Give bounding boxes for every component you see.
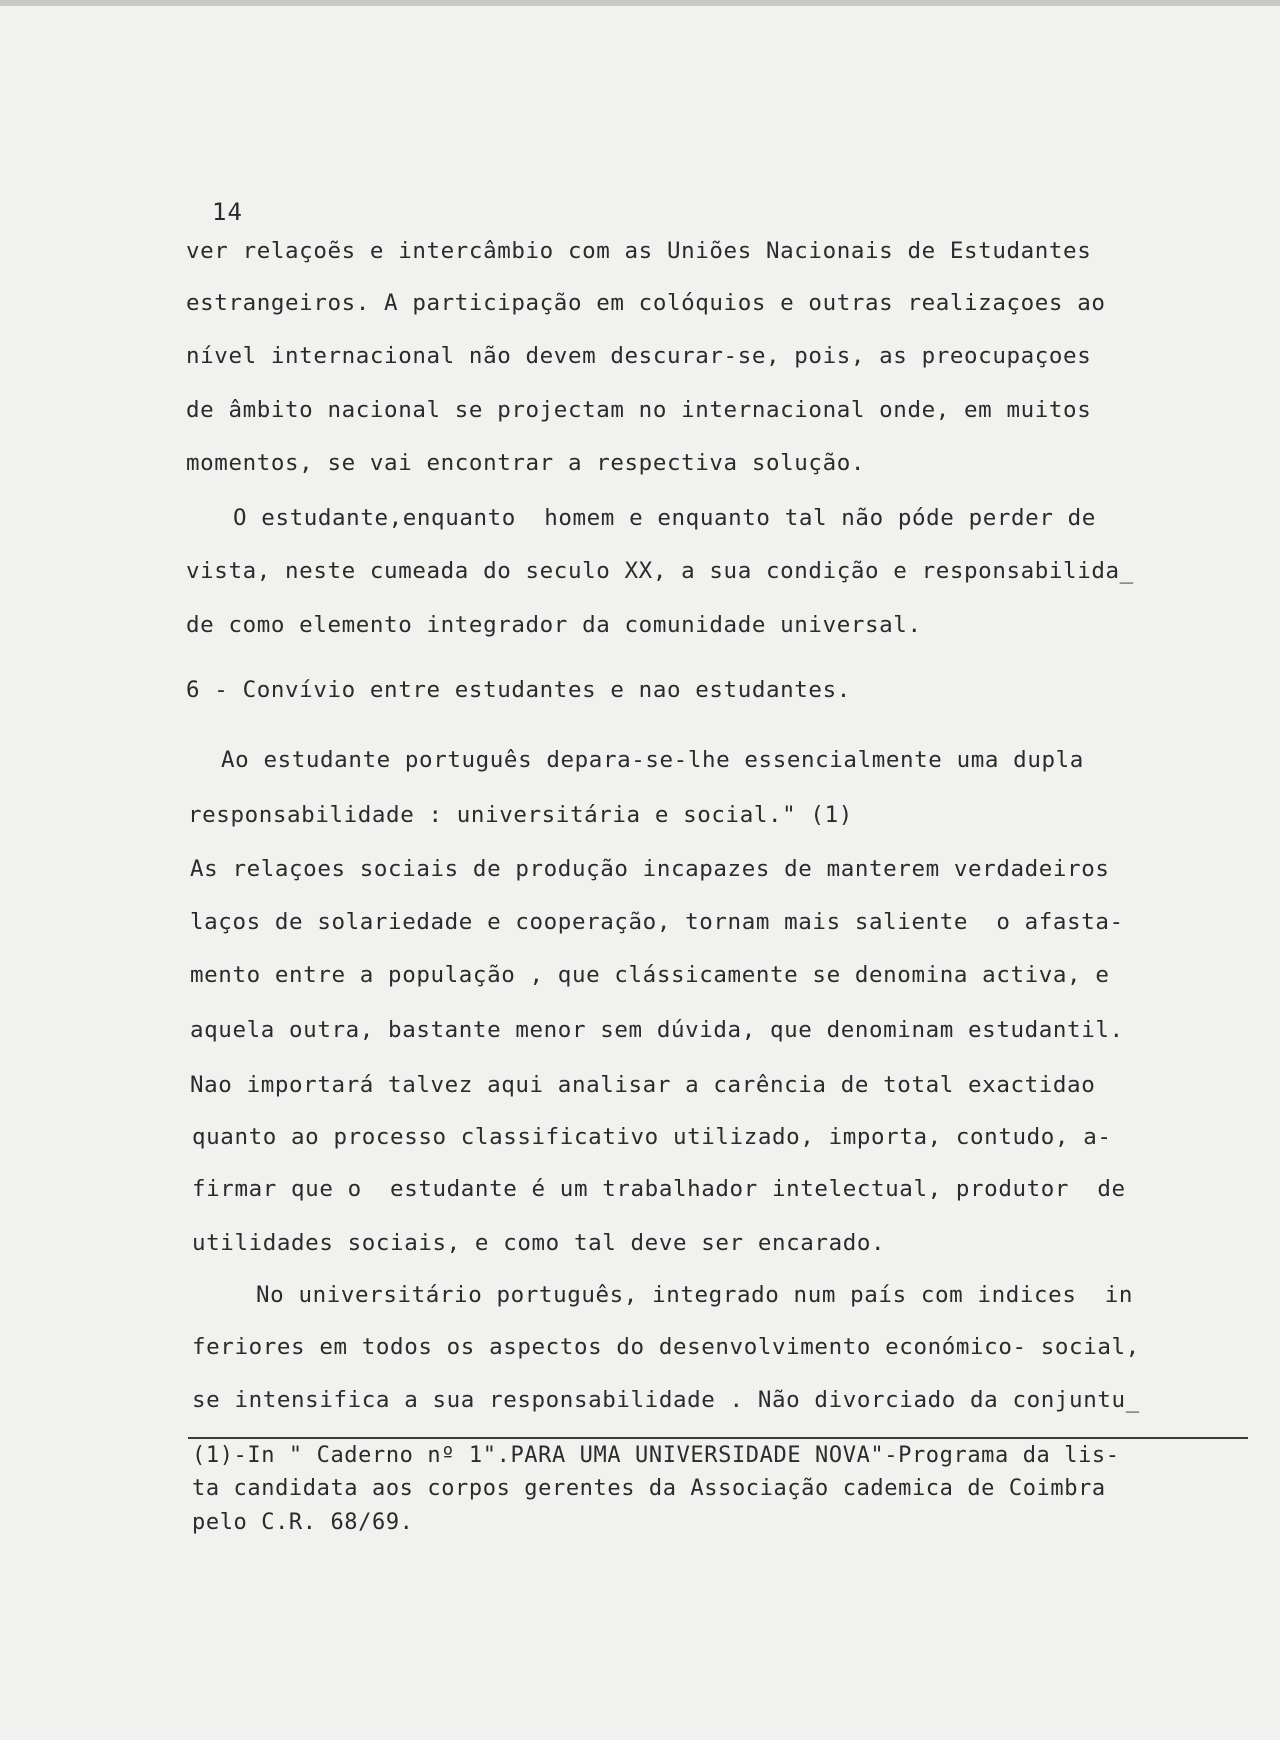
text-line: No universitário português, integrado num país com indices in <box>256 1282 1134 1308</box>
text-line: feriores em todos os aspectos do desenvolvimento económico- social, <box>192 1334 1140 1360</box>
text-line: firmar que o estudante é um trabalhador intelectual, produtor de <box>192 1176 1126 1202</box>
text-line: momentos, se vai encontrar a respectiva solução. <box>186 450 866 476</box>
text-line: Ao estudante português depara-se-lhe essencialmente uma dupla <box>221 747 1084 773</box>
section-heading: 6 - Convívio entre estudantes e nao estudantes. <box>186 677 851 703</box>
text-line: aquela outra, bastante menor sem dúvida, que denominam estudantil. <box>190 1017 1124 1043</box>
text-line: As relaçoes sociais de produção incapazes de manterem verdadeiros <box>190 856 1110 882</box>
footnote-line: (1)-In " Caderno nº 1".PARA UMA UNIVERSIDADE NOVA"-Programa da lis- <box>192 1443 1120 1468</box>
text-line: ver relaçoẽs e intercâmbio com as Uniões Nacionais de Estudantes <box>186 238 1092 264</box>
text-line: nível internacional não devem descurar-se, pois, as preocupaçoes <box>186 343 1092 369</box>
text-line: O estudante,enquanto homem e enquanto tal não póde perder de <box>233 505 1096 531</box>
footnote-separator <box>188 1437 1248 1439</box>
page-number: 14 <box>212 198 243 226</box>
text-line: de âmbito nacional se projectam no internacional onde, em muitos <box>186 397 1092 423</box>
text-line: de como elemento integrador da comunidade universal. <box>186 612 922 638</box>
text-line: utilidades sociais, e como tal deve ser encarado. <box>192 1230 886 1256</box>
text-line: responsabilidade : universitária e social." (1) <box>188 802 853 828</box>
text-line: Nao importará talvez aqui analisar a carência de total exactidao <box>190 1072 1096 1098</box>
text-line: estrangeiros. A participação em colóquios e outras realizaçoes ao <box>186 290 1106 316</box>
text-line: quanto ao processo classificativo utilizado, importa, contudo, a- <box>192 1124 1112 1150</box>
scan-edge <box>0 0 1280 6</box>
text-line: mento entre a população , que clássicamente se denomina activa, e <box>190 962 1110 988</box>
footnote-line: ta candidata aos corpos gerentes da Associação cademica de Coimbra <box>192 1476 1106 1501</box>
text-line: vista, neste cumeada do seculo XX, a sua condição e responsabilida_ <box>186 558 1134 584</box>
text-line: laços de solariedade e cooperação, tornam mais saliente o afasta- <box>190 909 1124 935</box>
footnote-line: pelo C.R. 68/69. <box>192 1510 414 1535</box>
text-line: se intensifica a sua responsabilidade . Não divorciado da conjuntu_ <box>192 1387 1140 1413</box>
